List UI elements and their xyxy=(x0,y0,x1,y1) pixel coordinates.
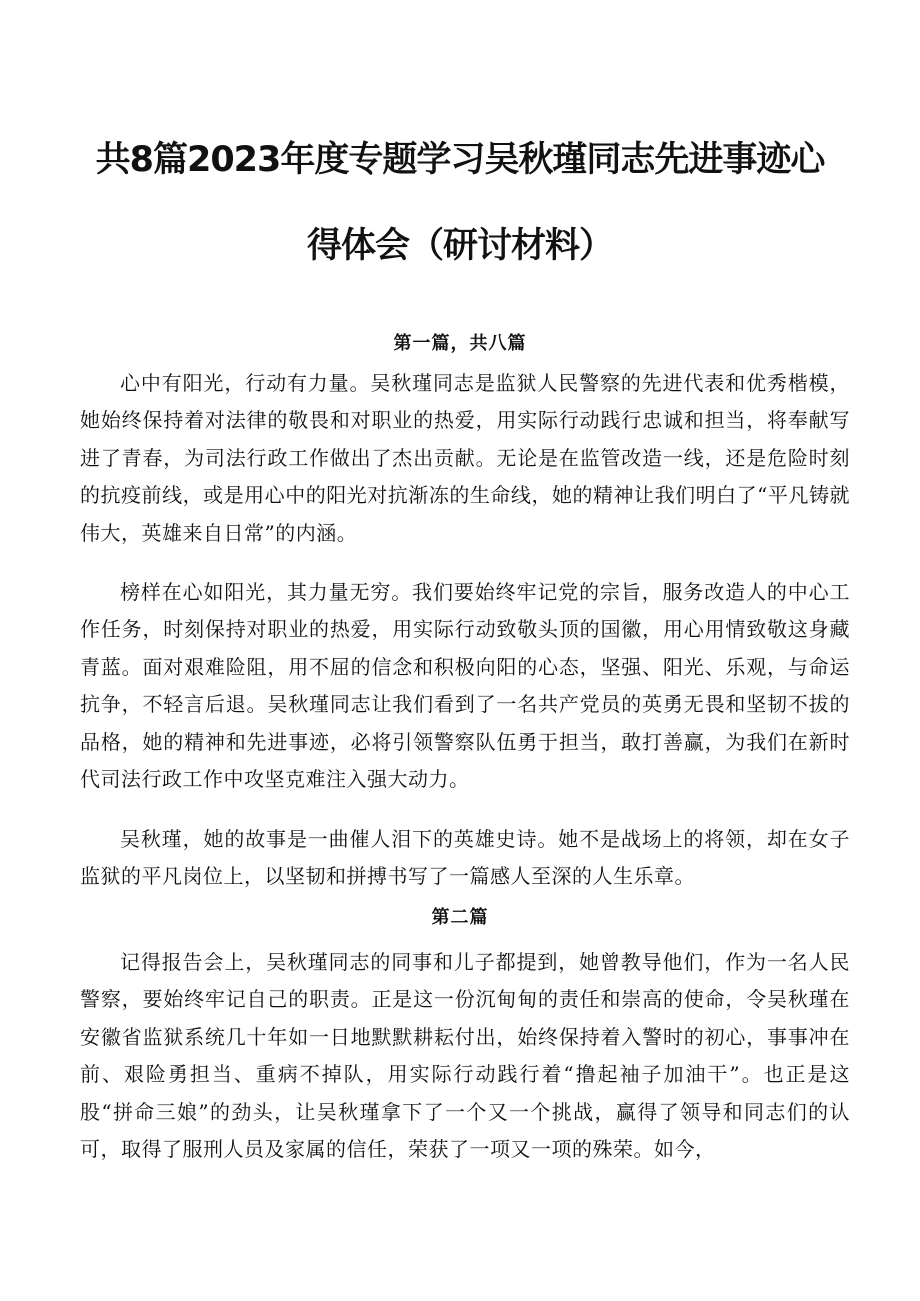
paragraph: 吴秋瑾，她的故事是一曲催人泪下的英雄史诗。她不是战场上的将领，却在女子监狱的平凡岗位上，以坚韧和拼搏书写了一篇感人至深的人生乐章。 xyxy=(80,827,850,889)
section-heading-1: 第一篇，共八篇 xyxy=(393,333,527,354)
document-title-line-1: 共8篇2023年度专题学习吴秋瑾同志先进事迹心 xyxy=(95,140,825,180)
paragraph: 榜样在心如阳光，其力量无穷。我们要始终牢记党的宗旨，服务改造人的中心工作任务，时刻保持对职业的热爱，用实际行动致敬头顶的国徽，用心用情致敬这身藏青蓝。面对艰难险阻，用不屈的信念和积极向阳的心态，坚强、阳光、乐观，与命运抗争，不轻言后退。吴秋瑾同志让我们看到了一名共产党员的英勇无畏和坚韧不拔的品格，她的精神和先进事迹，必将引领警察队伍勇于担当，敢打善赢，为我们在新时代司法行政工作中攻坚克难注入强大动力。 xyxy=(80,580,850,792)
section-heading-2: 第二篇 xyxy=(431,907,489,928)
document-title-line-2: 得体会（研讨材料） xyxy=(306,226,613,266)
paragraph: 心中有阳光，行动有力量。吴秋瑾同志是监狱人民警察的先进代表和优秀楷模，她始终保持着对法律的敬畏和对职业的热爱，用实际行动践行忠诚和担当，将奉献写进了青春，为司法行政工作做出了杰出贡献。无论是在监管改造一线，还是危险时刻的抗疫前线，或是用心中的阳光对抗渐冻的生命线，她的精神让我们明白了“平凡铸就伟大，英雄来自日常”的内涵。 xyxy=(80,371,850,545)
paragraph: 记得报告会上，吴秋瑾同志的同事和儿子都提到，她曾教导他们，作为一名人民警察，要始终牢记自己的职责。正是这一份沉甸甸的责任和崇高的使命，令吴秋瑾在安徽省监狱系统几十年如一日地默默耕耘付出，始终保持着入警时的初心，事事冲在前、艰险勇担当、重病不掉队，用实际行动践行着“撸起袖子加油干”。也正是这股“拼命三娘”的劲头，让吴秋瑾拿下了一个又一个挑战，赢得了领导和同志们的认可，取得了服刑人员及家属的信任，荣获了一项又一项的殊荣。如今， xyxy=(80,950,850,1162)
